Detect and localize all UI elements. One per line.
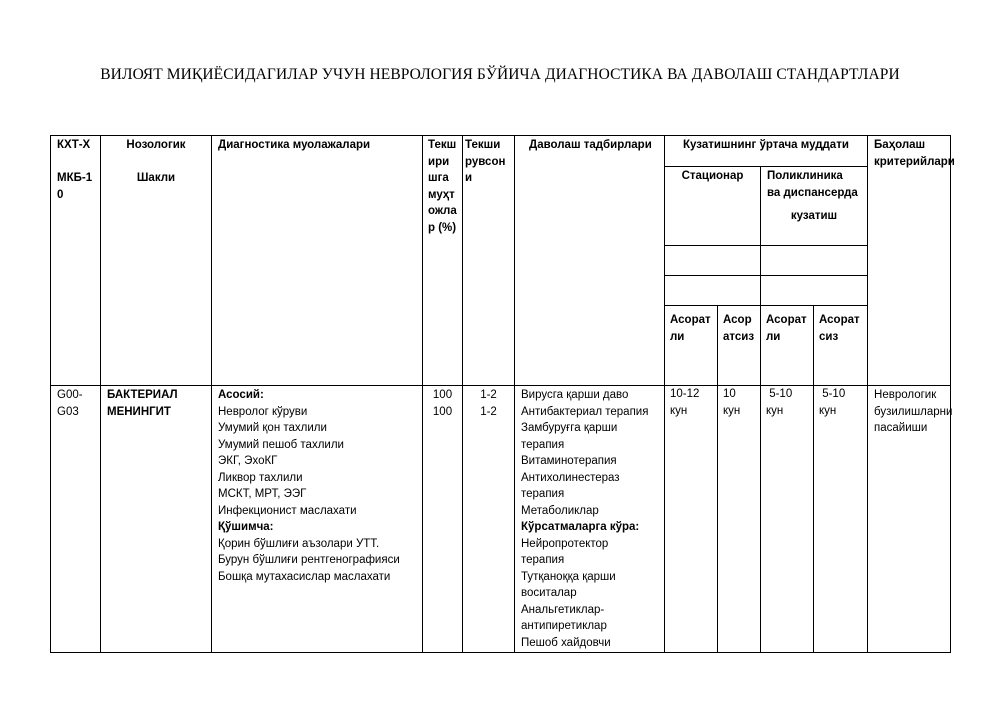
duration-value: 5-10 bbox=[766, 388, 793, 400]
header-row-1 bbox=[51, 136, 951, 167]
treatment-item: антипиретиклар bbox=[521, 620, 607, 632]
duration-unit: кун bbox=[723, 404, 741, 417]
outpatient-without-complications-header bbox=[814, 306, 868, 386]
treatment-header-cell: Даволаш тадбирлари bbox=[515, 136, 665, 386]
code-header-line-1: КХТ-Х bbox=[57, 139, 91, 151]
frequency-header-line: рувсон bbox=[465, 155, 506, 168]
duration-unit: кун bbox=[819, 404, 837, 417]
treatment-item: Вирусга қарши даво bbox=[521, 389, 629, 401]
treatment-indication-label: Кўрсатмаларга кўра: bbox=[521, 521, 640, 533]
code-header-line-3: 0 bbox=[57, 188, 64, 201]
diagnostics-item: Қорин бўшлиғи аъзолари УТТ. bbox=[218, 537, 380, 550]
subheader-line: атсиз bbox=[723, 330, 755, 343]
treatment-item: терапия bbox=[521, 438, 565, 451]
diagnostics-extra-label: Қўшимча: bbox=[218, 521, 274, 533]
criteria-header-cell bbox=[868, 136, 955, 386]
diagnostics-item: ЭКГ, ЭхоКГ bbox=[218, 455, 278, 467]
nosology-header-line-1: Нозологик bbox=[126, 139, 186, 151]
diagnostics-header-cell: Диагностика муолажалари bbox=[212, 136, 423, 386]
treatment-item: Анальгетиклар- bbox=[521, 603, 605, 616]
nosology-cell bbox=[101, 386, 212, 653]
inpatient-with-cell bbox=[665, 386, 718, 653]
outpatient-with-complications-header bbox=[761, 306, 814, 386]
treatment-item: терапия bbox=[521, 554, 565, 566]
diagnostics-item: Бурун бўшлиғи рентгенографияси bbox=[218, 554, 400, 566]
need-header-line: р (%) bbox=[428, 221, 457, 234]
empty-cell bbox=[665, 246, 761, 276]
frequency-header-line: Текши bbox=[465, 139, 501, 151]
inpatient-with-complications-header bbox=[665, 306, 718, 386]
need-header-line: муҳт bbox=[428, 188, 455, 201]
subheader-line: Асорат bbox=[766, 314, 807, 326]
nosology-header-line-2: Шакли bbox=[136, 172, 176, 184]
code-header-cell bbox=[51, 136, 101, 386]
standards-table bbox=[50, 135, 955, 653]
need-header-cell bbox=[423, 136, 463, 386]
duration-unit: кун bbox=[766, 404, 784, 417]
treatment-item: Тутқаноққа қарши bbox=[521, 570, 616, 583]
subheader-line: ли bbox=[766, 330, 781, 343]
diagnostics-item: Умумий қон тахлили bbox=[218, 422, 327, 434]
duration-value: 5-10 bbox=[819, 388, 846, 400]
outpatient-header-line-2: ва диспансерда bbox=[767, 186, 858, 199]
treatment-cell bbox=[515, 386, 665, 653]
nosology-line-2: МЕНИНГИТ bbox=[107, 405, 171, 418]
frequency-cell bbox=[463, 386, 515, 653]
treatment-item: Антихолинестераз bbox=[521, 471, 620, 484]
outpatient-with-cell bbox=[761, 386, 814, 653]
criteria-line: Неврологик bbox=[874, 389, 937, 401]
outpatient-without-cell bbox=[814, 386, 868, 653]
duration-unit: кун bbox=[670, 404, 688, 417]
empty-cell bbox=[665, 276, 761, 306]
subheader-line: ли bbox=[670, 330, 685, 343]
criteria-header-line-1: Баҳолаш bbox=[874, 139, 926, 151]
table-row bbox=[51, 386, 951, 653]
criteria-line: пасайиши bbox=[874, 422, 928, 434]
treatment-item: Метаболиклар bbox=[521, 504, 599, 517]
subheader-line: сиз bbox=[819, 330, 839, 343]
subheader-line: Асорат bbox=[670, 314, 711, 326]
frequency-header-line: и bbox=[465, 172, 473, 184]
code-line-2: G03 bbox=[57, 405, 79, 418]
diagnostics-cell bbox=[212, 386, 423, 653]
nosology-header-cell bbox=[101, 136, 212, 386]
outpatient-header-cell bbox=[761, 167, 868, 246]
diagnostics-item: Невролог кўруви bbox=[218, 405, 308, 418]
empty-cell bbox=[761, 276, 868, 306]
treatment-item: Замбуруғга қарши bbox=[521, 422, 618, 434]
diagnostics-item: Умумий пешоб тахлили bbox=[218, 438, 344, 451]
duration-value: 10-12 bbox=[670, 388, 700, 400]
need-header-line: шга bbox=[428, 172, 449, 184]
treatment-item: Нейропротектор bbox=[521, 537, 609, 550]
frequency-header-cell bbox=[463, 136, 515, 386]
code-header-line-2: МКБ-1 bbox=[57, 172, 93, 184]
criteria-cell bbox=[868, 386, 951, 653]
code-cell bbox=[51, 386, 101, 653]
need-cell bbox=[423, 386, 463, 653]
code-line-1: G00- bbox=[57, 389, 83, 401]
need-header-line: Текш bbox=[428, 139, 457, 151]
criteria-header-line-2: критерийлари bbox=[874, 155, 955, 168]
nosology-line-1: БАКТЕРИАЛ bbox=[107, 389, 178, 401]
inpatient-header-cell: Стационар bbox=[665, 167, 761, 246]
need-header-line: ожла bbox=[428, 205, 457, 217]
treatment-item: Пешоб хайдовчи bbox=[521, 636, 611, 649]
treatment-item: воситалар bbox=[521, 587, 577, 599]
diagnostics-main-label: Асосий: bbox=[218, 389, 264, 401]
need-header-line: ири bbox=[428, 155, 450, 168]
document-title: ВИЛОЯТ МИҚИЁСИДАГИЛАР УЧУН НЕВРОЛОГИЯ БЎЙИЧА ДИАГНОСТИКА ВА ДАВОЛАШ СТАНДАРТЛАРИ bbox=[100, 66, 900, 83]
duration-value: 10 bbox=[723, 388, 736, 400]
treatment-item: Витаминотерапия bbox=[521, 455, 617, 467]
treatment-item: терапия bbox=[521, 488, 565, 500]
diagnostics-item: Бошқа мутахасислар маслахати bbox=[218, 570, 391, 583]
inpatient-without-complications-header bbox=[718, 306, 761, 386]
inpatient-without-cell bbox=[718, 386, 761, 653]
subheader-line: Асорат bbox=[819, 314, 860, 326]
outpatient-header-line-3: кузатиш bbox=[790, 210, 838, 222]
need-value: 100 bbox=[432, 389, 453, 401]
diagnostics-item: Инфекционист маслахати bbox=[218, 504, 357, 517]
duration-header-cell: Кузатишнинг ўртача муддати bbox=[665, 136, 868, 167]
treatment-item: Антибактериал терапия bbox=[521, 405, 649, 418]
subheader-line: Асор bbox=[723, 314, 752, 326]
empty-cell bbox=[761, 246, 868, 276]
frequency-value: 1-2 bbox=[480, 405, 497, 418]
criteria-line: бузилишларни bbox=[874, 405, 953, 418]
need-value: 100 bbox=[432, 405, 453, 418]
diagnostics-item: МСКТ, МРТ, ЭЭГ bbox=[218, 488, 307, 500]
outpatient-header-line-1: Поликлиника bbox=[767, 170, 843, 182]
diagnostics-item: Ликвор тахлили bbox=[218, 471, 303, 484]
frequency-value: 1-2 bbox=[480, 389, 497, 401]
